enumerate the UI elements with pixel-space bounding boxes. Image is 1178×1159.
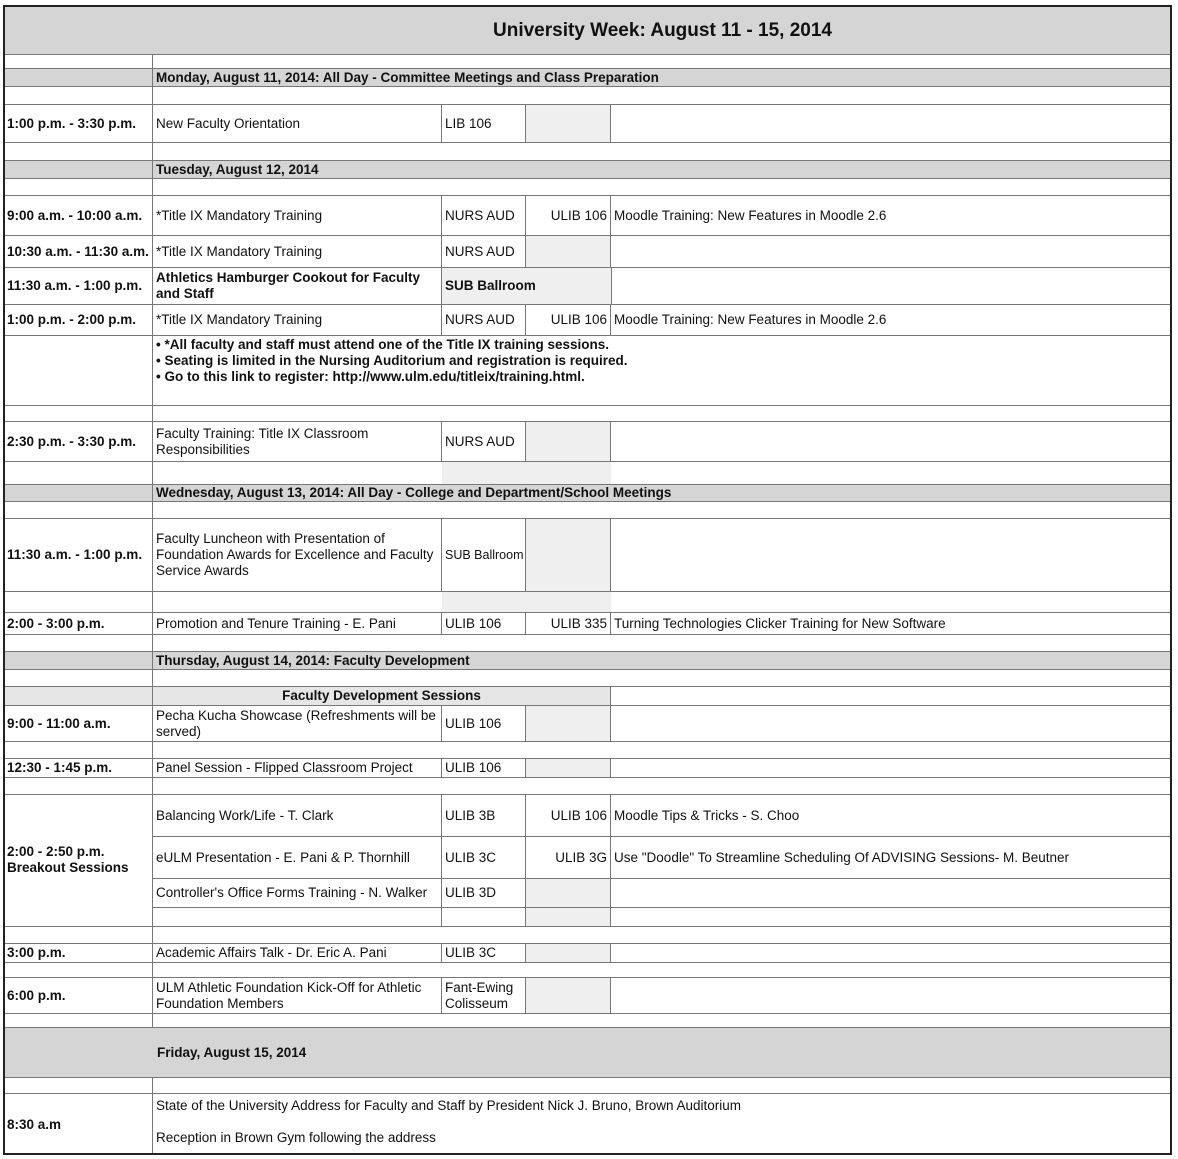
room-cell: NURS AUD [442,196,526,235]
day-header-label: Wednesday, August 13, 2014: All Day - College and Department/School Meetings [156,485,672,500]
time-cell: 8:30 a.m [5,1094,153,1155]
time-cell: 11:30 a.m. - 1:00 p.m. [5,268,153,304]
spacer-cell [5,69,153,86]
room-cell: ULIB 106 [442,759,526,777]
table-row [5,706,1170,742]
room-cell: Fant-Ewing Colisseum [442,978,526,1013]
room2-cell [526,422,611,461]
room-cell: LIB 106 [442,105,526,142]
breakout-row [153,795,1170,837]
spacer-row [5,670,1170,687]
room-cell: NURS AUD [442,422,526,461]
event-cell: Academic Affairs Talk - Dr. Eric A. Pani [153,944,442,962]
notes-row [5,336,1170,406]
day-header-tuesday [5,161,1170,179]
table-row [5,422,1170,462]
spacer-cell [5,687,153,705]
spacer-cell [5,1078,153,1093]
table-row [5,944,1170,963]
spacer-row [5,143,1170,161]
spacer-row [5,87,1170,105]
spacer-row [5,179,1170,196]
spacer-row [5,1078,1170,1094]
table-row [5,1094,1170,1155]
breakout-row [153,837,1170,879]
event-cell: Pecha Kucha Showcase (Refreshments will be served) [153,706,442,741]
page-title: University Week: August 11 - 15, 2014 [493,19,832,41]
event-cell: New Faculty Orientation [153,105,442,142]
alt-event-cell [611,268,1170,304]
time-cell: 1:00 p.m. - 3:30 p.m. [5,105,153,142]
alt-event-cell [611,879,1170,907]
note-line: • *All faculty and staff must attend one of the Title IX training sessions. [156,337,610,352]
room-cell: ULIB 3C [442,944,526,962]
room-cell: ULIB 106 [442,706,526,741]
room-cell [442,908,526,926]
spacer-cell [5,1014,153,1027]
spacer-cell [5,485,153,501]
sessions-header-row [5,687,1170,706]
room2-cell [526,236,611,267]
table-row [5,759,1170,778]
spacer-row [5,55,1170,69]
table-row [5,978,1170,1014]
spacer-cell [5,55,153,68]
time-cell: 12:30 - 1:45 p.m. [5,759,153,777]
alt-event-cell: Use "Doodle" To Streamline Scheduling Of ADVISING Sessions- M. Beutner [614,849,1070,865]
event-cell: *Title IX Mandatory Training [153,305,442,335]
room-cell: SUB Ballroom [442,268,611,304]
day-header-wednesday [5,485,1170,502]
spacer-row [5,927,1170,944]
time-cell: 2:00 - 3:00 p.m. [5,613,153,634]
alt-event-cell: Moodle Tips & Tricks - S. Choo [614,807,800,823]
note-line: • Go to this link to register: http://www.ulm.edu/titleix/training.html. [156,369,585,384]
spacer-cell [5,652,153,669]
room2-cell: ULIB 106 [526,196,611,235]
room2-cell: ULIB 335 [526,613,611,634]
event-cell: Panel Session - Flipped Classroom Project [153,759,442,777]
room-cell: ULIB 3C [442,837,526,878]
room-cell: ULIB 3B [442,795,526,836]
alt-event-cell: Moodle Training: New Features in Moodle 2.6 [614,312,887,327]
alt-event-cell: Moodle Training: New Features in Moodle 2.6 [614,207,887,223]
breakout-block [5,795,1170,927]
day-header-thursday [5,652,1170,670]
room2-cell: ULIB 3G [526,837,611,878]
event-cell: eULM Presentation - E. Pani & P. Thornhill [153,837,442,878]
spacer-row [5,635,1170,652]
day-header-label: Friday, August 15, 2014 [157,1044,307,1060]
event-line: State of the University Address for Faculty and Staff by President Nick J. Bruno, Brown Auditorium [156,1098,742,1113]
spacer-cell [5,502,153,518]
notes-cell [153,336,1170,405]
alt-event-cell [611,978,1170,1013]
room2-cell [526,879,611,907]
spacer-cell [5,179,153,195]
time-cell: 6:00 p.m. [5,978,153,1013]
alt-event-cell [611,422,1170,461]
room-cell: NURS AUD [442,305,526,335]
breakout-row [153,879,1170,908]
day-header-label: Tuesday, August 12, 2014 [156,161,319,177]
spacer-row [5,778,1170,795]
time-cell: 1:00 p.m. - 2:00 p.m. [5,305,153,335]
spacer-cell [5,87,153,104]
time-cell: 2:30 p.m. - 3:30 p.m. [5,422,153,461]
spacer-cell [5,742,153,758]
event-cell: *Title IX Mandatory Training [153,196,442,235]
event-cell [153,908,442,926]
event-cell: Promotion and Tenure Training - E. Pani [153,613,442,634]
time-cell: 9:00 - 11:00 a.m. [5,706,153,741]
event-cell [153,1094,1170,1155]
spacer-cell [5,143,153,160]
alt-event-cell [611,519,1170,591]
title-row [5,7,1170,55]
event-cell: Balancing Work/Life - T. Clark [153,795,442,836]
event-cell: Athletics Hamburger Cookout for Faculty and Staff [153,268,442,304]
day-header-label: Thursday, August 14, 2014: Faculty Development [156,652,470,668]
event-line: Reception in Brown Gym following the address [156,1130,436,1145]
room-cell: NURS AUD [442,236,526,267]
room2-cell: ULIB 106 [526,305,611,335]
spacer-row [5,963,1170,978]
table-row [5,236,1170,268]
room2-cell [526,944,611,962]
alt-event-cell [611,759,1170,777]
note-line: • Seating is limited in the Nursing Auditorium and registration is required. [156,353,628,368]
spacer-row [5,462,1170,485]
alt-event-cell: Turning Technologies Clicker Training for New Software [614,615,946,631]
event-cell: Faculty Training: Title IX Classroom Responsibilities [153,422,442,461]
table-row [5,196,1170,236]
spacer-cell [5,406,153,421]
room-cell: SUB Ballroom [442,519,526,591]
shade-cell [442,592,611,612]
breakout-label: Breakout Sessions [7,860,129,875]
time-cell: 9:00 a.m. - 10:00 a.m. [5,196,153,235]
alt-event-cell [611,105,1170,142]
event-cell: ULM Athletic Foundation Kick-Off for Athletic Foundation Members [153,978,442,1013]
spacer-cell [5,592,153,612]
spacer-cell [5,670,153,686]
alt-event-cell [611,236,1170,267]
room2-cell [526,759,611,777]
schedule-sheet [3,5,1172,1155]
sessions-header: Faculty Development Sessions [153,687,611,705]
spacer-cell [5,778,153,794]
spacer-row [5,1014,1170,1028]
room-cell: ULIB 106 [442,613,526,634]
event-cell: Controller's Office Forms Training - N. Walker [153,879,442,907]
breakout-time-cell [5,795,153,926]
spacer-row [5,592,1170,613]
spacer-cell [5,927,153,943]
room2-cell [526,978,611,1013]
shade-cell [442,462,611,484]
table-row [5,268,1170,305]
event-cell: *Title IX Mandatory Training [153,236,442,267]
table-row [5,305,1170,336]
alt-event-cell [611,944,1170,962]
room-cell: ULIB 3D [442,879,526,907]
event-cell: Faculty Luncheon with Presentation of Foundation Awards for Excellence and Faculty Service Awards [153,519,442,591]
time-cell: 10:30 a.m. - 11:30 a.m. [5,236,153,267]
day-header-label: Monday, August 11, 2014: All Day - Committee Meetings and Class Preparation [156,69,659,85]
time-cell: 11:30 a.m. - 1:00 p.m. [5,519,153,591]
spacer-cell [5,963,153,977]
room2-cell [526,706,611,741]
alt-event-cell [611,687,1170,705]
spacer-row [5,406,1170,422]
spacer-cell [5,635,153,651]
breakout-time: 2:00 - 2:50 p.m. [7,844,105,859]
spacer-cell [5,161,153,178]
breakout-row [153,908,1170,926]
table-row [5,105,1170,143]
table-row [5,613,1170,635]
room2-cell: ULIB 106 [526,795,611,836]
alt-event-cell [611,908,1170,926]
time-cell: 3:00 p.m. [5,944,153,962]
spacer-row [5,742,1170,759]
spacer-cell [5,462,153,484]
day-header-monday [5,69,1170,87]
spacer-cell [5,336,153,405]
room2-cell [526,908,611,926]
spacer-row [5,502,1170,519]
day-header-friday [5,1028,1170,1078]
room2-cell [526,519,611,591]
alt-event-cell [611,706,1170,741]
room2-cell [526,105,611,142]
table-row [5,519,1170,592]
